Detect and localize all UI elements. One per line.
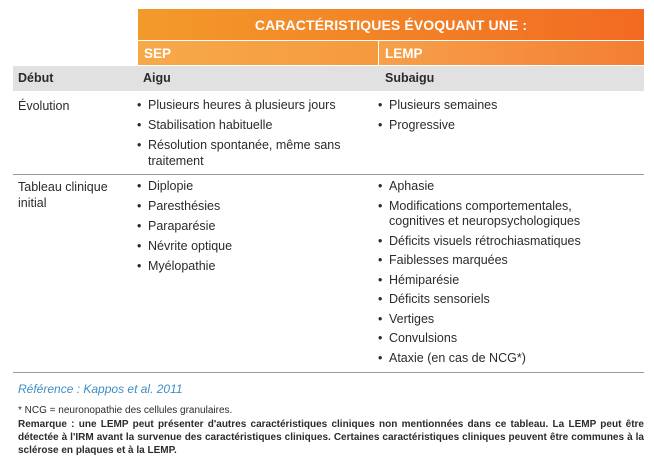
list-item: • Progressive bbox=[378, 118, 633, 134]
row-label-tableau-clinique: Tableau clinique initial bbox=[18, 180, 108, 210]
column-header-lemp: LEMP bbox=[379, 41, 644, 65]
list-item: • Déficits visuels rétrochiasmatiques bbox=[378, 234, 610, 250]
tableau-lemp-list bbox=[378, 179, 610, 370]
column-header-sep: SEP bbox=[138, 41, 378, 65]
list-item: • Vertiges bbox=[378, 312, 610, 328]
row-divider bbox=[13, 174, 644, 175]
list-item: • Plusieurs semaines bbox=[378, 98, 633, 114]
list-item: • Déficits sensoriels bbox=[378, 292, 610, 308]
reference-text: Référence : Kappos et al. 2011 bbox=[18, 382, 183, 396]
list-item: • Névrite optique bbox=[137, 239, 367, 255]
list-item: • Paresthésies bbox=[137, 199, 367, 215]
list-item: • Stabilisation habituelle bbox=[137, 118, 367, 134]
evolution-lemp-list bbox=[378, 98, 633, 138]
evolution-sep-list bbox=[137, 98, 367, 174]
list-item: • Faiblesses marquées bbox=[378, 253, 610, 269]
table-main-header: CARACTÉRISTIQUES ÉVOQUANT UNE : bbox=[138, 9, 644, 40]
list-item: • Convulsions bbox=[378, 331, 610, 347]
list-item: • Paraparésie bbox=[137, 219, 367, 235]
list-item: • Diplopie bbox=[137, 179, 367, 195]
debut-lemp-value: Subaigu bbox=[385, 71, 435, 85]
list-item: • Modifications comportementales, cognitives et neuropsychologiques bbox=[378, 199, 610, 230]
list-item: • Hémiparésie bbox=[378, 273, 610, 289]
remark-text: Remarque : une LEMP peut présenter d'autres caractéristiques cliniques non mentionnées dans ce tableau. La LEMP peut être détectée à l'IRM avant la survenue des caractéristiques cliniques. Certaines caractéristiques cliniques peuvent être communes à la sclérose en plaques et à la LEMP. bbox=[18, 419, 644, 456]
list-item: • Résolution spontanée, même sans traitement bbox=[137, 138, 367, 169]
list-item: • Ataxie (en cas de NCG*) bbox=[378, 351, 610, 367]
tableau-sep-list bbox=[137, 179, 367, 279]
list-item: • Plusieurs heures à plusieurs jours bbox=[137, 98, 367, 114]
list-item: • Aphasie bbox=[378, 179, 610, 195]
row-label-debut: Début bbox=[18, 71, 54, 85]
footnote: * NCG = neuronopathie des cellules granulaires. bbox=[18, 405, 233, 416]
list-item: • Myélopathie bbox=[137, 259, 367, 275]
table-bottom-divider bbox=[13, 372, 644, 373]
row-label-evolution: Évolution bbox=[18, 99, 70, 113]
row-debut bbox=[13, 66, 644, 91]
debut-sep-value: Aigu bbox=[143, 71, 171, 85]
